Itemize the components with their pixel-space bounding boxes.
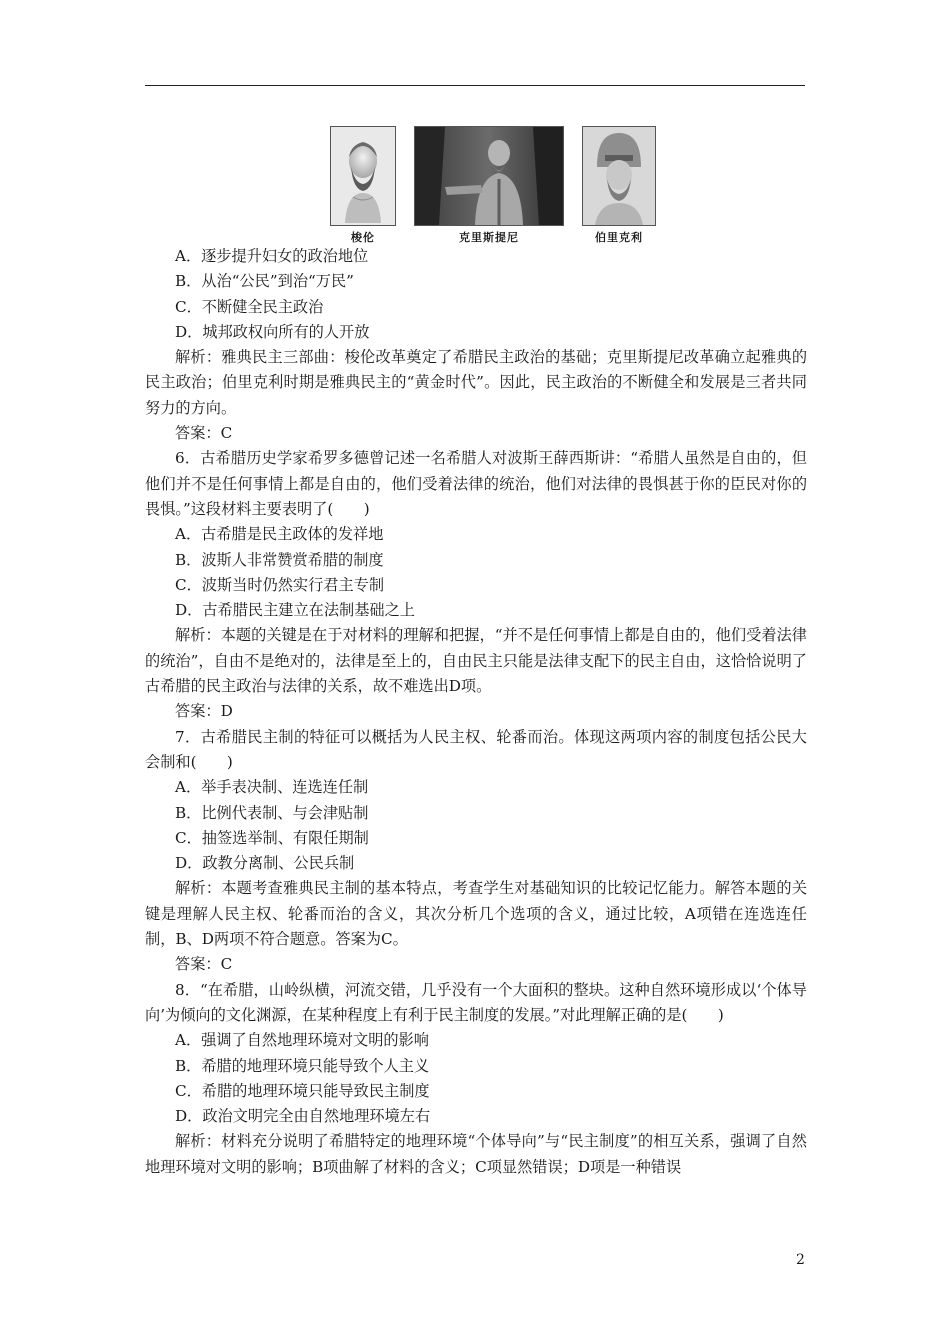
q8-stem: 8．“在希腊，山岭纵横，河流交错，几乎没有一个大面积的整块。这种自然环境形成以‘个体导向’为倾向的文化渊源，在某种程度上有利于民主制度的发展。”对此理解正确的是( ) xyxy=(145,980,807,1024)
q7-option-b: B．比例代表制、与会津贴制 xyxy=(175,803,369,822)
q8-analysis: 解析：材料充分说明了希腊特定的地理环境“个体导向”与“民主制度”的相互关系，强调了自然地理环境对文明的影响；B项曲解了材料的含义；C项显然错误；D项是一种错误 xyxy=(145,1132,807,1176)
q7-analysis: 解析：本题考查雅典民主制的基本特点，考查学生对基础知识的比较记忆能力。解答本题的关键是理解人民主权、轮番而治的含义，其次分析几个选项的含义，通过比较，A项错在连选连任制，B、D两项不符合题意。答案为C。 xyxy=(145,879,807,949)
document-body xyxy=(145,244,807,1180)
q6-option-a: A．古希腊是民主政体的发祥地 xyxy=(175,525,384,544)
cleisthenes-portrait-image xyxy=(414,126,564,226)
figure-solon xyxy=(330,126,396,245)
q5-option-a: A．逐步提升妇女的政治地位 xyxy=(175,247,369,265)
q8-option-a: A．强调了自然地理环境对文明的影响 xyxy=(175,1031,429,1050)
q7-option-d: D．政教分离制、公民兵制 xyxy=(175,854,355,873)
caption-solon: 梭伦 xyxy=(351,231,375,244)
q5-option-d: D．城邦政权向所有的人开放 xyxy=(175,322,370,341)
figure-cleisthenes xyxy=(414,126,564,245)
q8-option-d: D．政治文明完全由自然地理环境左右 xyxy=(175,1107,431,1126)
portrait-figures xyxy=(0,126,950,244)
q6-option-c: C．波斯当时仍然实行君主专制 xyxy=(175,575,385,594)
solon-portrait-image xyxy=(330,126,396,226)
pericles-portrait-image xyxy=(582,126,656,226)
q5-analysis: 解析：雅典民主三部曲：梭伦改革奠定了希腊民主政治的基础；克里斯提尼改革确立起雅典的民主政治；伯里克利时期是雅典民主的“黄金时代”。因此，民主政治的不断健全和发展是三者共同努力的方向。 xyxy=(145,348,807,417)
caption-pericles: 伯里克利 xyxy=(595,231,643,244)
q8-option-c: C．希腊的地理环境只能导致民主制度 xyxy=(175,1081,430,1100)
q6-option-d: D．古希腊民主建立在法制基础之上 xyxy=(175,601,415,620)
q5-answer: 答案：C xyxy=(175,424,233,443)
q6-analysis: 解析：本题的关键是在于对材料的理解和把握，“并不是任何事情上都是自由的，他们受着法律的统治”，自由不是绝对的，法律是至上的，自由民主只能是法律支配下的民主自由，这恰恰说明了古希腊的民主政治与法律的关系，故不难选出D项。 xyxy=(145,626,807,696)
figure-pericles xyxy=(582,126,656,245)
header-rule xyxy=(145,85,805,86)
q5-option-c: C．不断健全民主政治 xyxy=(175,297,324,316)
q5-option-b: B．从治“公民”到治“万民” xyxy=(175,272,354,291)
q6-answer: 答案：D xyxy=(175,702,233,721)
q7-option-c: C．抽签选举制、有限任期制 xyxy=(175,828,369,847)
caption-cleisthenes: 克里斯提尼 xyxy=(459,231,519,244)
q6-option-b: B．波斯人非常赞赏希腊的制度 xyxy=(175,550,384,569)
q7-option-a: A．举手表决制、连选连任制 xyxy=(175,778,369,797)
q8-option-b: B．希腊的地理环境只能导致个人主义 xyxy=(175,1056,430,1075)
page-number: 2 xyxy=(796,1252,805,1268)
q7-answer: 答案：C xyxy=(175,955,233,974)
q7-stem: 7．古希腊民主制的特征可以概括为人民主权、轮番而治。体现这两项内容的制度包括公民大会制和( ) xyxy=(145,727,807,771)
q6-stem: 6．古希腊历史学家希罗多德曾记述一名希腊人对波斯王薛西斯讲：“希腊人虽然是自由的，但他们并不是任何事情上都是自由的，他们受着法律的统治，他们对法律的畏惧甚于你的臣民对你的畏惧。”这段材料主要表明了( ) xyxy=(145,449,807,518)
